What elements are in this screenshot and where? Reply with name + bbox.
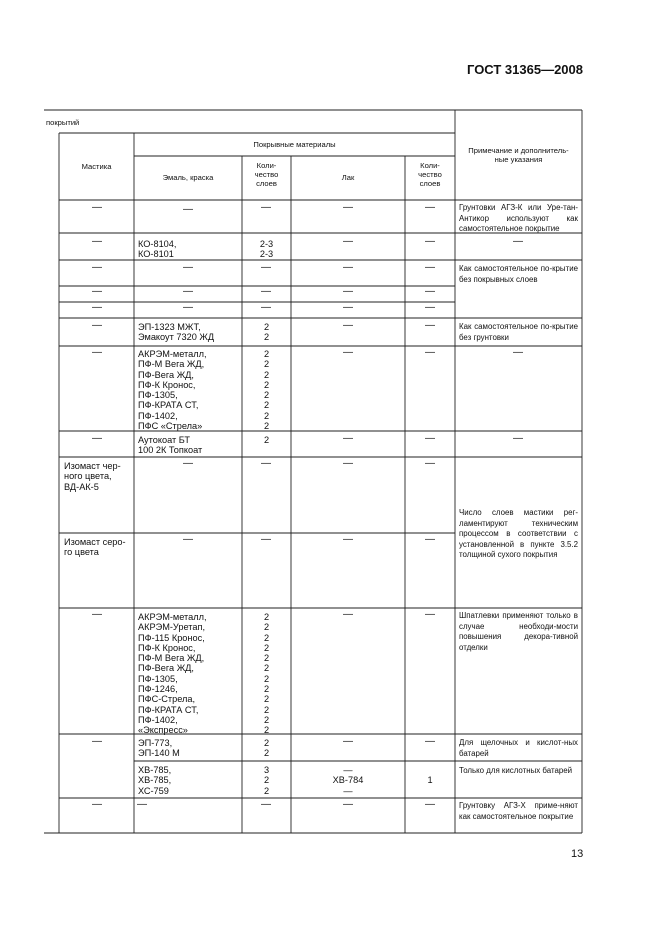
- row2-mastic: —: [92, 236, 102, 247]
- row1-enamel: —: [183, 204, 193, 215]
- row1-mastic: —: [92, 202, 102, 213]
- row7-lcount: —: [425, 347, 435, 358]
- row14-lacquer: —: [343, 799, 353, 810]
- note-row11: Шпатлевки применяют только в случае необходи-мости повышения декора-тивной отделки: [459, 611, 578, 652]
- note-row6: Как самостоятельное по-крытие без грунтовки: [459, 322, 578, 342]
- row9-count: —: [261, 458, 271, 469]
- row9-lacquer: —: [343, 458, 353, 469]
- row12-count: 2 2: [263, 738, 270, 759]
- row12-lcount: —: [425, 736, 435, 747]
- header-coverings: покрытий: [46, 118, 80, 127]
- row11-lcount: —: [425, 609, 435, 620]
- row9-mastic: Изомаст чер- ного цвета, ВД-АК-5: [64, 461, 121, 492]
- row7-note: —: [513, 347, 523, 358]
- row1-lacquer: —: [343, 202, 353, 213]
- row5-mastic: —: [92, 302, 102, 313]
- row8-note: —: [513, 433, 523, 444]
- header-materials: Покрывные материалы: [253, 140, 336, 149]
- row10-lcount: —: [425, 534, 435, 545]
- row11-count: 2 2 2 2 2 2 2 2 2 2 2 2: [263, 612, 270, 736]
- header-count-lacquer: Коли- чество слоев: [418, 161, 442, 188]
- row6-count: 2 2: [263, 322, 270, 343]
- row1-lcount: —: [425, 202, 435, 213]
- row5-lcount: —: [425, 302, 435, 313]
- row14-mastic: —: [92, 799, 102, 810]
- note-row3: Как самостоятельное по-крытие без покрывных слоев: [459, 264, 578, 284]
- row13-count: 3 2 2: [263, 765, 270, 796]
- row2-count: 2-3 2-3: [259, 239, 274, 260]
- row8-enamel: Аутокоат БТ 100 2К Топкоат: [138, 435, 203, 456]
- row3-mastic: —: [92, 262, 102, 273]
- row13-lcount: 1: [427, 775, 433, 785]
- row13-enamel: ХВ-785, ХВ-785, ХС-759: [138, 765, 172, 796]
- row4-lacquer: —: [343, 286, 353, 297]
- header-mastic: Мастика: [81, 162, 112, 171]
- row3-lacquer: —: [343, 262, 353, 273]
- row6-lcount: —: [425, 320, 435, 331]
- row7-count: 2 2 2 2 2 2 2 2: [263, 349, 270, 432]
- row10-count: —: [261, 534, 271, 545]
- row5-count: —: [261, 302, 271, 313]
- row3-enamel: —: [183, 262, 193, 273]
- row4-count: —: [261, 286, 271, 297]
- row2-lcount: —: [425, 236, 435, 247]
- row10-enamel: —: [183, 534, 193, 545]
- row6-mastic: —: [92, 320, 102, 331]
- page-number: 13: [571, 848, 584, 860]
- note-row12: Для щелочных и кислот-ных батарей: [459, 738, 578, 758]
- note-row13: Только для кислотных батарей: [459, 766, 573, 775]
- row14-count: —: [261, 799, 271, 810]
- note-row14: Грунтовку АГЗ-Х приме-няют как самостоятельное покрытие: [459, 801, 578, 821]
- row8-lcount: —: [425, 433, 435, 444]
- row14-enamel: —: [137, 799, 147, 810]
- row2-lacquer: —: [343, 236, 353, 247]
- row8-lacquer: —: [343, 433, 353, 444]
- row3-count: —: [261, 262, 271, 273]
- row9-lcount: —: [425, 458, 435, 469]
- row3-lcount: —: [425, 262, 435, 273]
- row5-enamel: —: [183, 302, 193, 313]
- row10-mastic: Изомаст серо- го цвета: [64, 537, 126, 558]
- row6-lacquer: —: [343, 320, 353, 331]
- row1-count: —: [261, 202, 271, 213]
- row13-lacquer: — ХВ-784 —: [332, 765, 364, 796]
- row4-enamel: —: [183, 286, 193, 297]
- header-count-enamel: Коли- чество слоев: [254, 161, 279, 188]
- row7-enamel: АКРЭМ-металл, ПФ-М Вега ЖД, ПФ-Вега ЖД, ПФ-К Кронос, ПФ-1305, ПФ-КРАТА СТ, ПФ-1402, ПФС «Стрела»: [138, 349, 207, 432]
- note-row9: Число слоев мастики рег-ламентируют техническим процессом в соответствии с установленной в пункте 3.5.2 толщиной сухого покрытия: [459, 508, 578, 560]
- header-enamel: Эмаль, краска: [162, 173, 214, 182]
- row14-lcount: —: [425, 799, 435, 810]
- row12-enamel: ЭП-773, ЭП-140 М: [138, 738, 180, 759]
- row2-note: —: [513, 236, 523, 247]
- row11-mastic: —: [92, 609, 102, 620]
- row5-lacquer: —: [343, 302, 353, 313]
- row12-mastic: —: [92, 736, 102, 747]
- note-row1: Грунтовки АГЗ-К или Уре-тан-Антикор используют как самостоятельное покрытие: [459, 203, 578, 234]
- standard-number: ГОСТ 31365—2008: [467, 62, 583, 77]
- row11-lacquer: —: [343, 609, 353, 620]
- row11-enamel: АКРЭМ-металл, АКРЭМ-Уретап, ПФ-115 Кронос, ПФ-К Кронос, ПФ-М Вега ЖД, ПФ-Вега ЖД, ПФ-1305, ПФ-1246, ПФС-Стрела, ПФ-КРАТА СТ, ПФ-1402, «Экспресс»: [138, 612, 207, 736]
- row10-lacquer: —: [343, 534, 353, 545]
- row8-mastic: —: [92, 433, 102, 444]
- row4-mastic: —: [92, 286, 102, 297]
- row12-lacquer: —: [343, 736, 353, 747]
- row7-lacquer: —: [343, 347, 353, 358]
- header-note: Примечание и дополнитель- ные указания: [468, 146, 569, 164]
- row7-mastic: —: [92, 347, 102, 358]
- row2-enamel: КО-8104, КО-8101: [138, 239, 177, 260]
- row8-count: 2: [263, 435, 270, 445]
- row9-enamel: —: [183, 458, 193, 469]
- row6-enamel: ЭП-1323 МЖТ, Эмакоут 7320 ЖД: [138, 322, 215, 343]
- row4-lcount: —: [425, 286, 435, 297]
- header-lacquer: Лак: [341, 173, 355, 182]
